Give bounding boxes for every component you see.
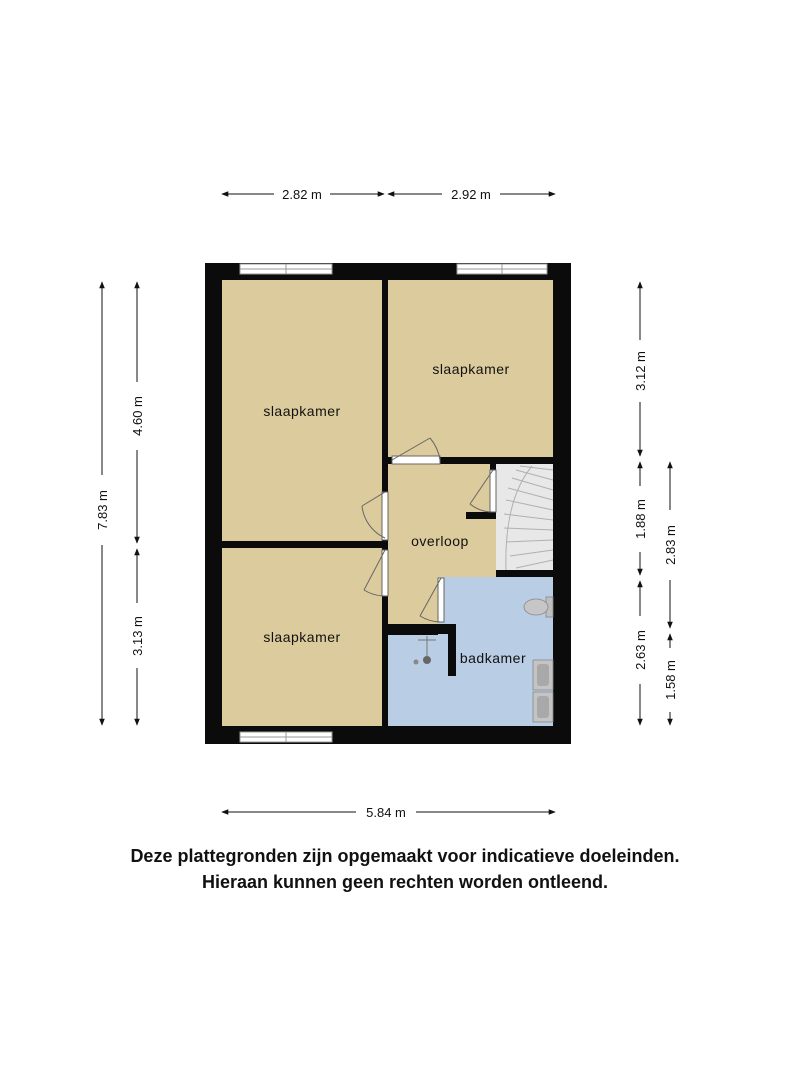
room-label: slaapkamer [263, 403, 341, 419]
dimension-left-outer [95, 282, 110, 725]
dimension-bottom [222, 805, 555, 820]
window [457, 264, 547, 274]
room-label: slaapkamer [263, 629, 341, 645]
wall-stub [448, 624, 456, 676]
dimension-right-lower [633, 581, 648, 725]
dimension-left-upper [130, 282, 145, 543]
dimension-left-lower [130, 549, 145, 725]
room-label: badkamer [459, 650, 527, 666]
disclaimer-line-1: Deze plattegronden zijn opgemaakt voor indicatieve doeleinden. [130, 846, 680, 866]
dimension-label: 5.84 m [366, 805, 406, 820]
room-bathroom-lower [388, 635, 448, 726]
dimension-top-left [222, 187, 384, 202]
dimension-right-upper [633, 282, 648, 456]
dimension-right-middle [633, 462, 648, 575]
sink-icon [533, 692, 553, 722]
dimension-right-outer-upper [663, 462, 678, 628]
disclaimer-line-2: Hieraan kunnen geen rechten worden ontleend. [201, 872, 609, 892]
window [240, 264, 332, 274]
dimension-label: 1.88 m [633, 499, 648, 539]
dimension-right-outer-lower [663, 634, 678, 725]
dimension-top-right [388, 187, 555, 202]
dimension-label: 2.82 m [282, 187, 322, 202]
dimension-label: 2.63 m [633, 630, 648, 670]
window [240, 732, 332, 742]
room-label: overloop [411, 533, 469, 549]
sink-icon [533, 660, 553, 690]
dimension-label: 4.60 m [130, 396, 145, 436]
dimension-label: 2.92 m [451, 187, 491, 202]
dimension-label: 1.58 m [663, 660, 678, 700]
wall-stub [388, 624, 456, 634]
dimension-label: 2.83 m [663, 525, 678, 565]
dimension-label: 3.12 m [633, 351, 648, 391]
dimension-label: 7.83 m [95, 490, 110, 530]
dimension-label: 3.13 m [130, 616, 145, 656]
room-label: slaapkamer [432, 361, 510, 377]
